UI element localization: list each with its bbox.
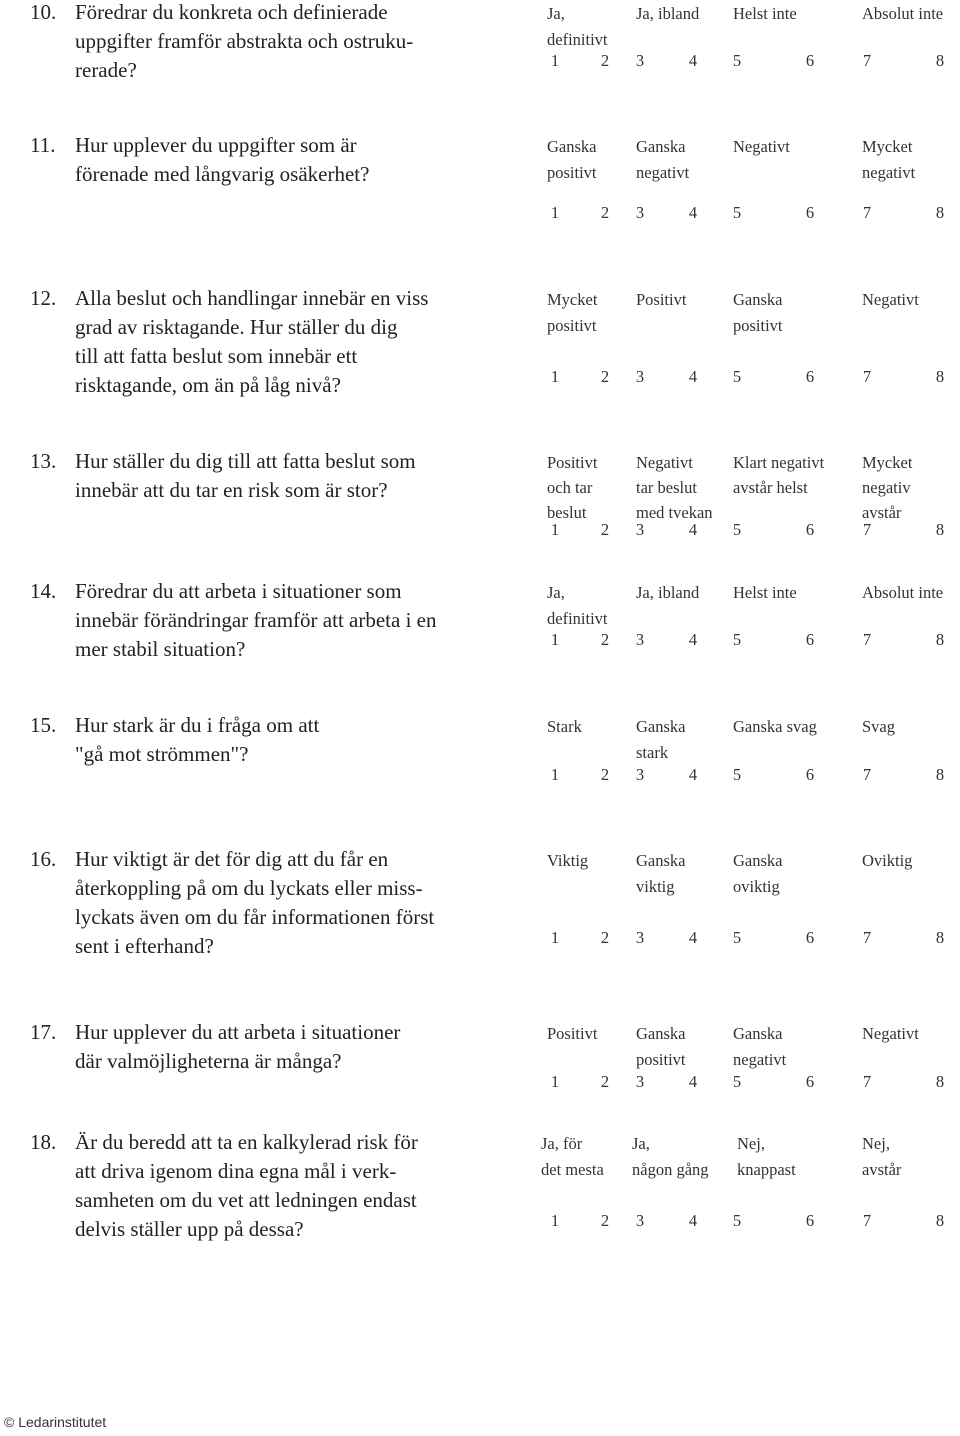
scale-anchor-line: negativt <box>862 163 916 182</box>
scale-option-8[interactable]: 8 <box>935 203 945 222</box>
scale-anchor-line: definitivt <box>547 30 608 49</box>
scale-anchor-line: negativ <box>862 478 911 497</box>
scale-option-2[interactable]: 2 <box>600 1072 610 1091</box>
scale-option-7[interactable]: 7 <box>862 765 872 784</box>
scale-anchor-line: oviktig <box>733 877 780 896</box>
scale-option-3[interactable]: 3 <box>635 765 645 784</box>
question-line-text: sent i efterhand? <box>75 934 214 958</box>
scale-anchor-line: Ja, <box>632 1134 650 1153</box>
question-line-text: innebär förändringar framför att arbeta i en <box>75 608 437 632</box>
scale-option-2[interactable]: 2 <box>600 928 610 947</box>
question-line <box>30 1128 500 1157</box>
scale-anchor-line: Oviktig <box>862 851 913 870</box>
question-line <box>30 0 500 27</box>
scale-anchor-line: Ganska <box>636 851 686 870</box>
scale-option-5[interactable]: 5 <box>732 1072 742 1091</box>
scale-anchor-line: Mycket <box>862 137 913 156</box>
question-number: 12. <box>30 286 57 310</box>
scale-option-8[interactable]: 8 <box>935 1072 945 1091</box>
question-line-text: Föredrar du att arbeta i situationer som <box>75 579 402 603</box>
scale-option-1[interactable]: 1 <box>550 765 560 784</box>
scale-option-1[interactable]: 1 <box>550 630 560 649</box>
question-line-text: där valmöjligheterna är många? <box>75 1049 342 1073</box>
question-number: 10. <box>30 0 57 24</box>
scale-option-5[interactable]: 5 <box>732 765 742 784</box>
question-line-text: samheten om du vet att ledningen endast <box>75 1188 417 1212</box>
scale-anchor-label <box>862 580 943 606</box>
scale-option-4[interactable]: 4 <box>688 367 698 386</box>
scale-option-1[interactable]: 1 <box>550 1072 560 1091</box>
scale-anchor-line: Mycket <box>862 453 913 472</box>
scale-option-3[interactable]: 3 <box>635 51 645 70</box>
scale-anchor-line: Ganska <box>636 137 686 156</box>
scale-anchor-line: Klart negativt <box>733 453 825 472</box>
scale-anchor-label <box>733 714 817 740</box>
question-number: 18. <box>30 1130 57 1154</box>
scale-anchor-line: Svag <box>862 717 895 736</box>
scale-option-2[interactable]: 2 <box>600 1211 610 1230</box>
scale-anchor-line: Nej, <box>737 1134 765 1153</box>
question-number: 13. <box>30 449 57 473</box>
scale-anchor-label <box>547 580 608 632</box>
scale-option-3[interactable]: 3 <box>635 520 645 539</box>
scale-anchor-line: Negativt <box>636 453 693 472</box>
scale-anchor-line: med tvekan <box>636 503 713 522</box>
question-line-text: grad av risktagande. Hur ställer du dig <box>75 315 398 339</box>
question-number: 16. <box>30 847 57 871</box>
scale-anchor-line: Negativt <box>862 1024 919 1043</box>
question-line <box>30 711 500 740</box>
scale-option-6[interactable]: 6 <box>805 928 815 947</box>
scale-anchor-line: positivt <box>733 316 783 335</box>
scale-anchor-line: Absolut inte <box>862 4 944 23</box>
scale-option-2[interactable]: 2 <box>600 203 610 222</box>
scale-option-5[interactable]: 5 <box>732 1211 742 1230</box>
scale-anchor-label <box>547 134 597 186</box>
question-line <box>30 27 500 56</box>
scale-option-7[interactable]: 7 <box>862 1072 872 1091</box>
scale-anchor-label <box>636 580 699 606</box>
question-text <box>30 845 500 961</box>
question-line <box>30 577 500 606</box>
scale-option-2[interactable]: 2 <box>600 367 610 386</box>
scale-option-1[interactable]: 1 <box>550 367 560 386</box>
scale-anchor-line: någon gång <box>632 1160 709 1179</box>
scale-option-7[interactable]: 7 <box>862 203 872 222</box>
scale-option-3[interactable]: 3 <box>635 928 645 947</box>
scale-anchor-line: Positivt <box>547 1024 598 1043</box>
question-line <box>30 371 500 400</box>
scale-option-8[interactable]: 8 <box>935 367 945 386</box>
scale-option-4[interactable]: 4 <box>688 520 698 539</box>
question-line <box>30 56 500 85</box>
question-line <box>30 284 500 313</box>
scale-anchor-label <box>733 848 782 900</box>
scale-anchor-line: Positivt <box>547 453 598 472</box>
question-line-text: Är du beredd att ta en kalkylerad risk för <box>75 1130 418 1154</box>
scale-anchor-line: Stark <box>547 717 582 736</box>
scale-option-3[interactable]: 3 <box>635 1072 645 1091</box>
scale-option-3[interactable]: 3 <box>635 1211 645 1230</box>
scale-anchor-line: Ganska <box>733 851 783 870</box>
question-line-text: uppgifter framför abstrakta och ostruku- <box>75 29 414 53</box>
scale-option-6[interactable]: 6 <box>805 1211 815 1230</box>
question-line <box>30 1157 500 1186</box>
scale-option-5[interactable]: 5 <box>732 367 742 386</box>
scale-anchor-line: Ja, <box>547 583 565 602</box>
scale-option-6[interactable]: 6 <box>805 203 815 222</box>
scale-anchor-line: Ganska <box>547 137 597 156</box>
scale-anchor-line: Ganska <box>733 1024 783 1043</box>
scale-option-6[interactable]: 6 <box>805 1072 815 1091</box>
scale-option-3[interactable]: 3 <box>635 630 645 649</box>
scale-anchor-label <box>636 848 685 900</box>
question-line <box>30 874 500 903</box>
scale-option-2[interactable]: 2 <box>600 630 610 649</box>
scale-anchor-line: Ganska <box>636 1024 686 1043</box>
scale-anchor-label <box>862 134 915 186</box>
scale-anchor-line: avstår <box>862 503 902 522</box>
scale-anchor-label <box>636 1 699 27</box>
question-line <box>30 932 500 961</box>
scale-anchor-label <box>862 1021 919 1047</box>
question-line <box>30 635 500 664</box>
scale-option-5[interactable]: 5 <box>732 928 742 947</box>
question-line <box>30 740 500 769</box>
scale-option-4[interactable]: 4 <box>688 203 698 222</box>
scale-anchor-line: Ja, ibland <box>636 583 700 602</box>
question-text <box>30 284 500 400</box>
scale-anchor-line: avstår helst <box>733 478 808 497</box>
scale-anchor-line: definitivt <box>547 609 608 628</box>
scale-option-4[interactable]: 4 <box>688 630 698 649</box>
question-text <box>30 1128 500 1244</box>
question-text <box>30 131 500 189</box>
scale-anchor-label <box>733 1 797 27</box>
scale-option-1[interactable]: 1 <box>550 1211 560 1230</box>
scale-anchor-line: Negativt <box>862 290 919 309</box>
question-text <box>30 577 500 664</box>
scale-option-1[interactable]: 1 <box>550 928 560 947</box>
scale-anchor-line: positivt <box>547 316 597 335</box>
scale-anchor-line: beslut <box>547 503 587 522</box>
scale-option-6[interactable]: 6 <box>805 520 815 539</box>
question-line <box>30 476 500 505</box>
scale-anchor-line: Absolut inte <box>862 583 944 602</box>
scale-anchor-line: Helst inte <box>733 583 797 602</box>
question-line-text: återkoppling på om du lyckats eller miss- <box>75 876 423 900</box>
scale-option-6[interactable]: 6 <box>805 51 815 70</box>
scale-option-7[interactable]: 7 <box>862 630 872 649</box>
scale-option-8[interactable]: 8 <box>935 630 945 649</box>
scale-option-8[interactable]: 8 <box>935 928 945 947</box>
question-line-text: innebär att du tar en risk som är stor? <box>75 478 388 502</box>
question-line <box>30 606 500 635</box>
scale-anchor-line: negativt <box>636 163 690 182</box>
question-text <box>30 711 500 769</box>
scale-anchor-label <box>547 1 608 53</box>
scale-anchor-label <box>632 1131 709 1183</box>
scale-anchor-label <box>737 1131 796 1183</box>
scale-anchor-line: Helst inte <box>733 4 797 23</box>
question-number: 11. <box>30 133 56 157</box>
scale-option-4[interactable]: 4 <box>688 51 698 70</box>
scale-option-4[interactable]: 4 <box>688 765 698 784</box>
scale-option-1[interactable]: 1 <box>550 520 560 539</box>
question-number: 15. <box>30 713 57 737</box>
scale-anchor-label <box>636 287 686 313</box>
scale-anchor-line: Negativt <box>733 137 790 156</box>
question-line-text: Hur upplever du att arbeta i situationer <box>75 1020 401 1044</box>
question-line <box>30 1215 500 1244</box>
scale-anchor-line: Ja, för <box>541 1134 583 1153</box>
question-line-text: Hur ställer du dig till att fatta beslut som <box>75 449 416 473</box>
scale-anchor-line: Ganska svag <box>733 717 817 736</box>
scale-option-5[interactable]: 5 <box>732 51 742 70</box>
scale-option-4[interactable]: 4 <box>688 1211 698 1230</box>
question-line-text: Hur stark är du i fråga om att <box>75 713 320 737</box>
scale-option-3[interactable]: 3 <box>635 367 645 386</box>
scale-anchor-line: Nej, <box>862 1134 890 1153</box>
scale-option-2[interactable]: 2 <box>600 520 610 539</box>
scale-anchor-line: positivt <box>636 1050 686 1069</box>
scale-anchor-label <box>733 287 783 339</box>
scale-option-7[interactable]: 7 <box>862 51 872 70</box>
scale-anchor-line: och tar <box>547 478 593 497</box>
scale-anchor-label <box>547 1021 597 1047</box>
scale-anchor-label <box>636 1021 686 1073</box>
scale-anchor-line: tar beslut <box>636 478 697 497</box>
question-line <box>30 313 500 342</box>
scale-anchor-label <box>541 1131 604 1183</box>
scale-option-2[interactable]: 2 <box>600 765 610 784</box>
scale-option-5[interactable]: 5 <box>732 203 742 222</box>
question-line-text: risktagande, om än på låg nivå? <box>75 373 341 397</box>
scale-anchor-label <box>636 450 713 525</box>
question-line <box>30 160 500 189</box>
question-number: 14. <box>30 579 57 603</box>
scale-anchor-line: Viktig <box>547 851 589 870</box>
scale-option-7[interactable]: 7 <box>862 928 872 947</box>
scale-option-7[interactable]: 7 <box>862 367 872 386</box>
question-line-text: Hur viktigt är det för dig att du får en <box>75 847 389 871</box>
question-line <box>30 1047 500 1076</box>
question-line-text: förenade med långvarig osäkerhet? <box>75 162 370 186</box>
question-line <box>30 845 500 874</box>
scale-option-8[interactable]: 8 <box>935 765 945 784</box>
scale-anchor-label <box>862 714 895 740</box>
question-text <box>30 1018 500 1076</box>
scale-anchor-label <box>862 848 912 874</box>
question-line-text: till att fatta beslut som innebär ett <box>75 344 358 368</box>
question-line-text: lyckats även om du får informationen först <box>75 905 435 929</box>
question-line-text: delvis ställer upp på dessa? <box>75 1217 304 1241</box>
scale-anchor-label <box>733 580 797 606</box>
scale-option-7[interactable]: 7 <box>862 520 872 539</box>
scale-anchor-label <box>547 287 597 339</box>
scale-anchor-label <box>733 1021 786 1073</box>
scale-anchor-label <box>733 134 790 160</box>
scale-anchor-label <box>862 1 943 27</box>
scale-anchor-line: Ganska <box>636 717 686 736</box>
question-line-text: mer stabil situation? <box>75 637 246 661</box>
scale-option-8[interactable]: 8 <box>935 520 945 539</box>
scale-anchor-line: viktig <box>636 877 675 896</box>
question-line <box>30 1018 500 1047</box>
question-number: 17. <box>30 1020 57 1044</box>
scale-anchor-label <box>636 134 689 186</box>
scale-anchor-line: stark <box>636 743 669 762</box>
scale-option-6[interactable]: 6 <box>805 630 815 649</box>
scale-option-4[interactable]: 4 <box>688 928 698 947</box>
question-line-text: rerade? <box>75 58 137 82</box>
question-line <box>30 131 500 160</box>
scale-option-2[interactable]: 2 <box>600 51 610 70</box>
scale-anchor-line: avstår <box>862 1160 902 1179</box>
question-line-text: "gå mot strömmen"? <box>75 742 249 766</box>
scale-anchor-line: negativt <box>733 1050 787 1069</box>
scale-anchor-label <box>733 450 824 500</box>
copyright-footer: © Ledarinstitutet <box>4 1414 107 1430</box>
question-line <box>30 342 500 371</box>
question-text <box>30 0 500 85</box>
scale-anchor-label <box>636 714 685 766</box>
scale-option-5[interactable]: 5 <box>732 630 742 649</box>
scale-option-3[interactable]: 3 <box>635 203 645 222</box>
scale-anchor-line: Ganska <box>733 290 783 309</box>
scale-anchor-label <box>862 287 919 313</box>
scale-anchor-line: positivt <box>547 163 597 182</box>
scale-option-5[interactable]: 5 <box>732 520 742 539</box>
scale-option-6[interactable]: 6 <box>805 367 815 386</box>
scale-option-7[interactable]: 7 <box>862 1211 872 1230</box>
scale-option-8[interactable]: 8 <box>935 51 945 70</box>
scale-anchor-label <box>547 450 597 525</box>
scale-option-4[interactable]: 4 <box>688 1072 698 1091</box>
scale-anchor-line: det mesta <box>541 1160 604 1179</box>
question-line-text: Föredrar du konkreta och definierade <box>75 0 388 24</box>
question-line-text: Hur upplever du uppgifter som är <box>75 133 357 157</box>
question-line-text: att driva igenom dina egna mål i verk- <box>75 1159 397 1183</box>
scale-anchor-line: Ja, <box>547 4 565 23</box>
scale-anchor-line: knappast <box>737 1160 796 1179</box>
question-text <box>30 447 500 505</box>
scale-anchor-line: Mycket <box>547 290 598 309</box>
scale-anchor-label <box>862 1131 901 1183</box>
scale-anchor-label <box>547 848 588 874</box>
scale-anchor-line: Ja, ibland <box>636 4 700 23</box>
question-line <box>30 447 500 476</box>
scale-option-6[interactable]: 6 <box>805 765 815 784</box>
question-line <box>30 1186 500 1215</box>
scale-option-1[interactable]: 1 <box>550 51 560 70</box>
scale-option-1[interactable]: 1 <box>550 203 560 222</box>
scale-option-8[interactable]: 8 <box>935 1211 945 1230</box>
scale-anchor-label <box>862 450 912 525</box>
scale-anchor-line: Positivt <box>636 290 687 309</box>
scale-anchor-label <box>547 714 582 740</box>
question-line-text: Alla beslut och handlingar innebär en viss <box>75 286 429 310</box>
question-line <box>30 903 500 932</box>
